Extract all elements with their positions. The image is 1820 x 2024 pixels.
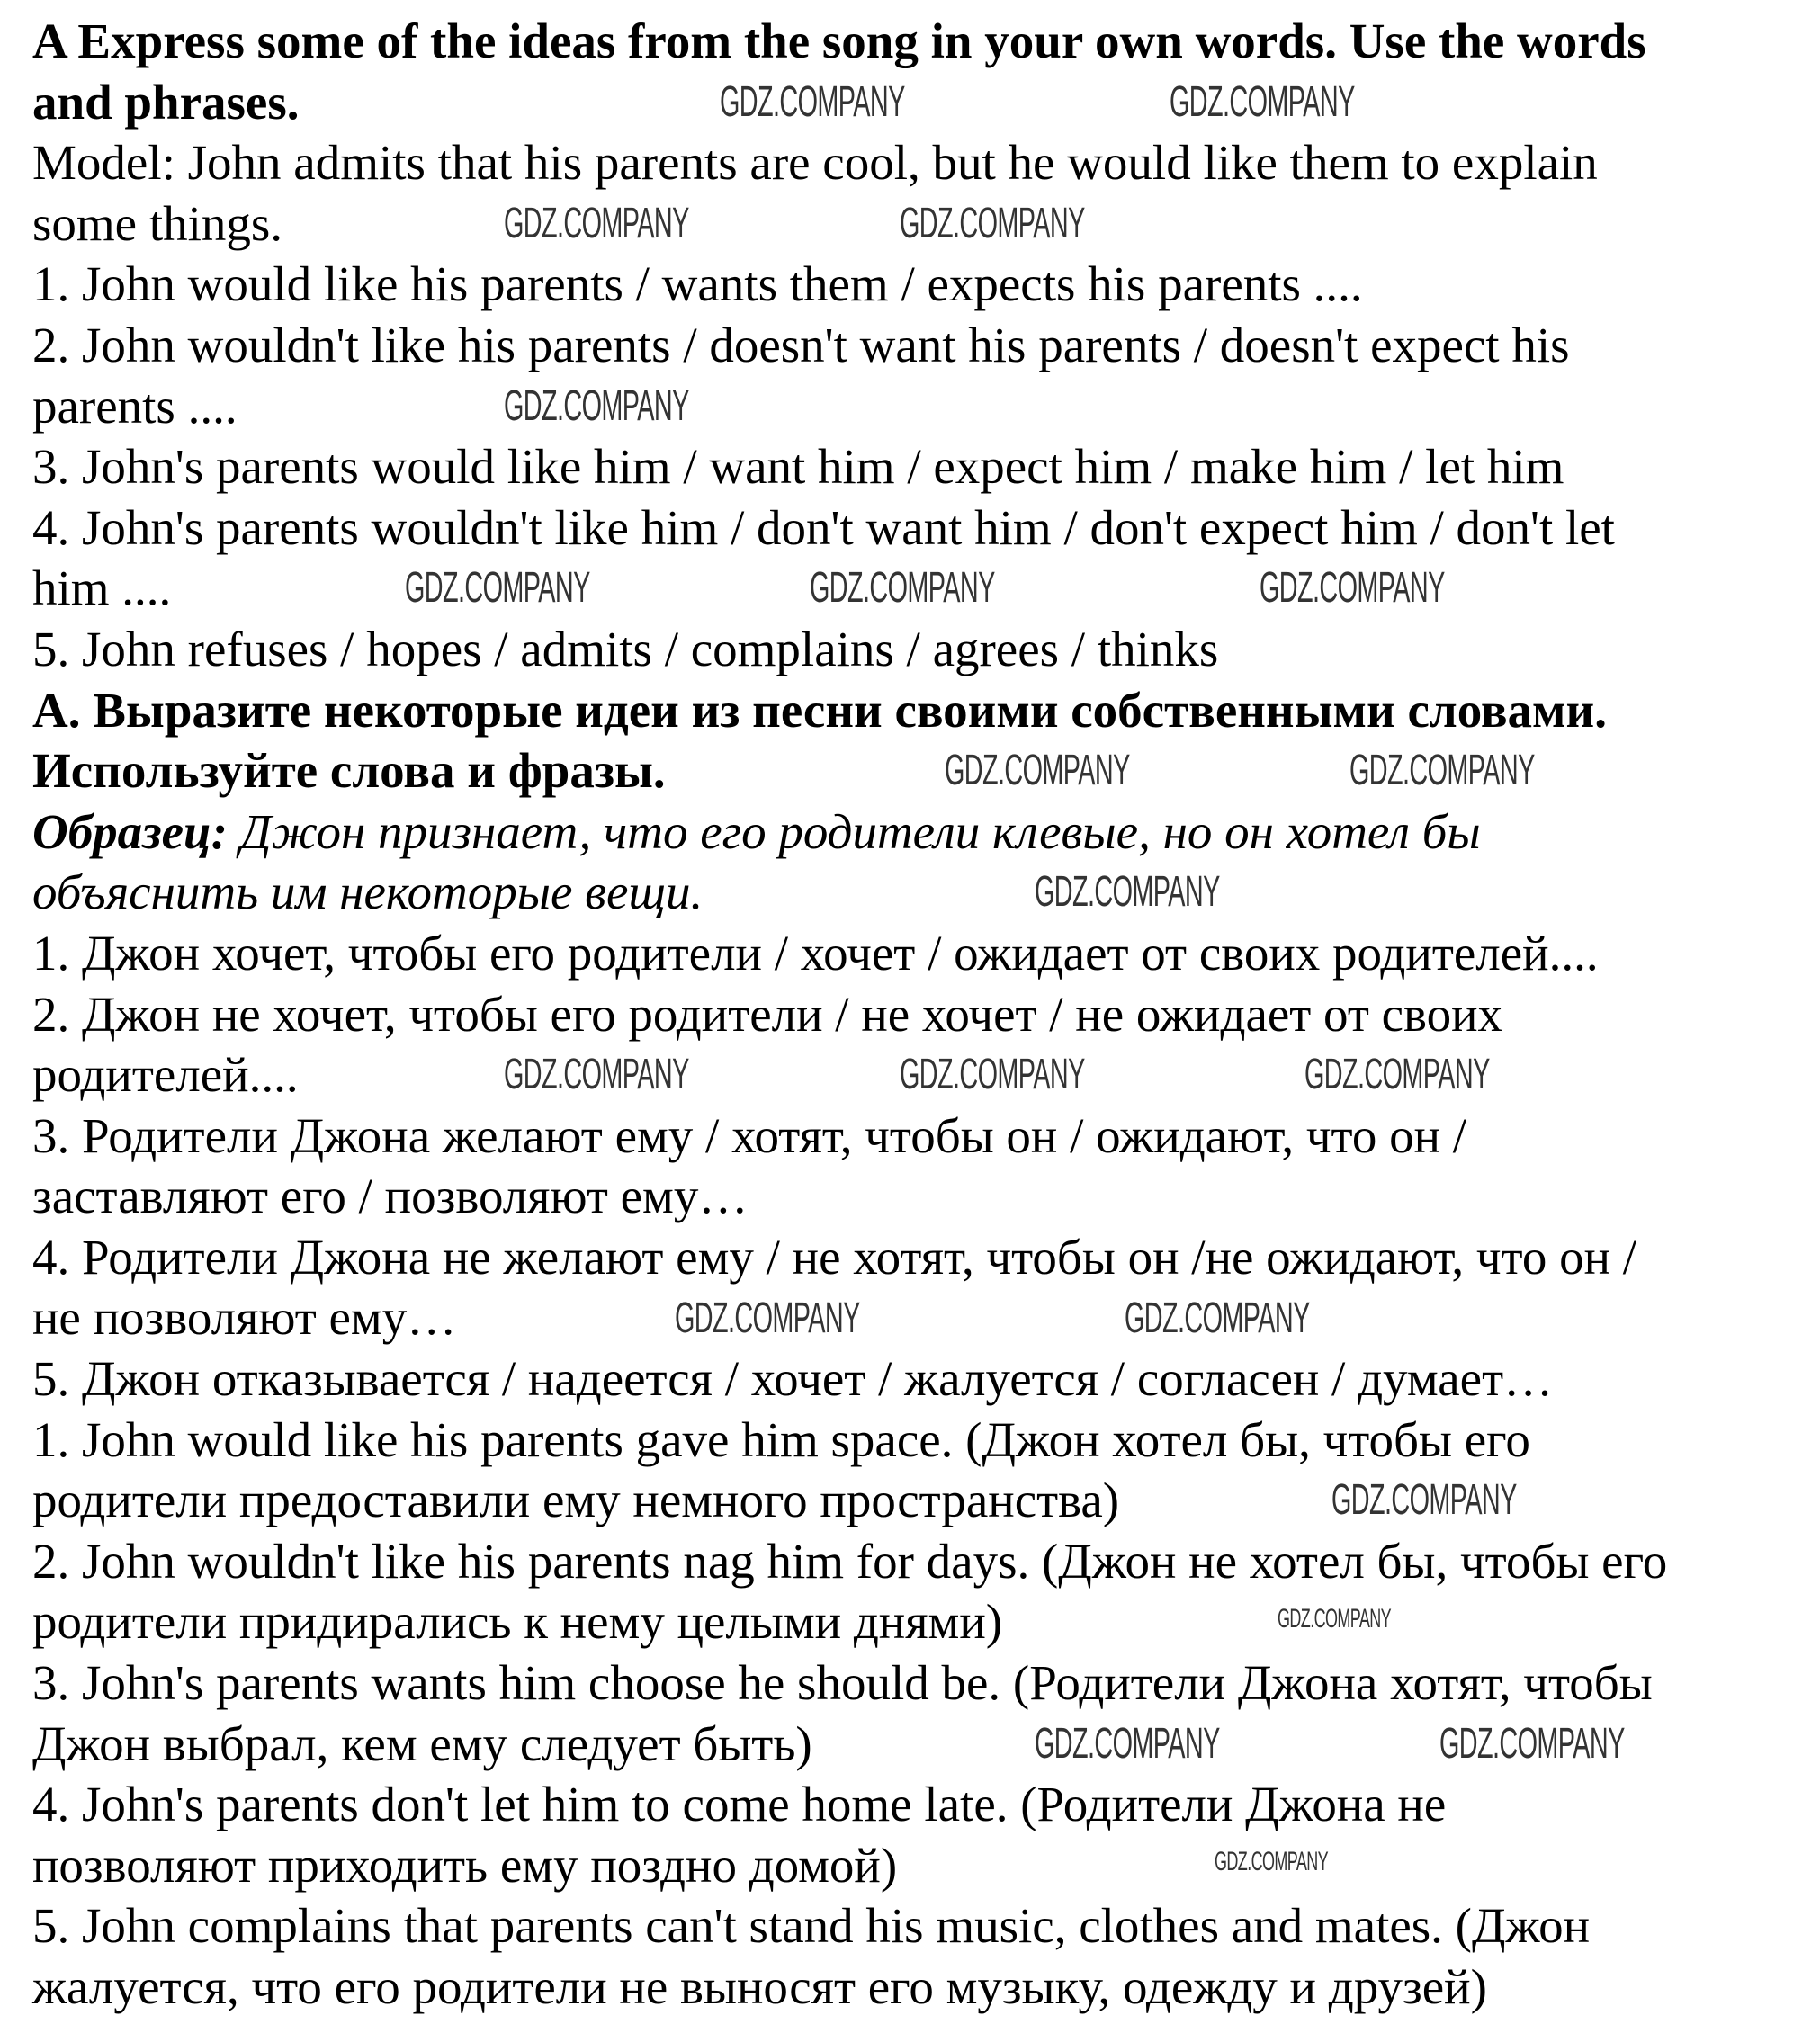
task-item-ru: не позволяют ему…: [32, 1290, 457, 1346]
answer-line: 4. John's parents don't let him to come home late. (Родители Джона не: [32, 1777, 1447, 1832]
task-item-ru: 2. Джон не хочет, чтобы его родители / не хочет / не ожидает от своих: [32, 986, 1503, 1042]
task-item-en: 4. John's parents wouldn't like him / don't want him / don't expect him / don't let: [32, 499, 1615, 555]
task-heading-ru: А. Выразите некоторые идеи из песни своими собственными словами.: [32, 682, 1607, 738]
watermark: GDZ.COMPANY: [504, 200, 689, 247]
task-item-ru: 5. Джон отказывается / надеется / хочет / жалуется / согласен / думает…: [32, 1351, 1554, 1407]
answer-line: 2. John wouldn't like his parents nag him for days. (Джон не хотел бы, чтобы его: [32, 1533, 1668, 1589]
watermark: GDZ.COMPANY: [1278, 1604, 1392, 1634]
model-label-ru: Образец:: [32, 803, 228, 859]
watermark: GDZ.COMPANY: [1035, 1720, 1220, 1768]
watermark: GDZ.COMPANY: [900, 200, 1085, 247]
watermark: GDZ.COMPANY: [1215, 1847, 1329, 1876]
task-item-en: 5. John refuses / hopes / admits / complains / agrees / thinks: [32, 621, 1219, 676]
watermark: GDZ.COMPANY: [945, 747, 1130, 794]
answer-line: родители придирались к нему целыми днями): [32, 1594, 1003, 1650]
answer-line: 3. John's parents wants him choose he should be. (Родители Джона хотят, чтобы: [32, 1655, 1653, 1711]
answer-line: позволяют приходить ему поздно домой): [32, 1837, 898, 1893]
model-text-en: Model: John admits that his parents are cool, but he would like them to explain: [32, 135, 1598, 191]
task-item-en: him ....: [32, 560, 172, 616]
model-text-ru-1: Джон признает, что его родители клевые, но он хотел бы: [227, 803, 1481, 859]
answer-line: родители предоставили ему немного пространства): [32, 1473, 1120, 1528]
task-item-en: parents ....: [32, 378, 238, 434]
task-heading-ru: Используйте слова и фразы.: [32, 743, 666, 799]
task-item-ru: заставляют его / позволяют ему…: [32, 1169, 749, 1224]
task-item-en: 1. John would like his parents / wants them / expects his parents ....: [32, 256, 1363, 312]
answer-line: жалуется, что его родители не выносят его музыку, одежду и друзей): [32, 1959, 1487, 2014]
task-item-ru: 1. Джон хочет, чтобы его родители / хочет / ожидает от своих родителей....: [32, 925, 1599, 981]
document-page: [32, 11, 1796, 2018]
watermark: GDZ.COMPANY: [1260, 564, 1445, 612]
answer-line: 5. John complains that parents can't stand his music, clothes and mates. (Джон: [32, 1898, 1591, 1954]
watermark: GDZ.COMPANY: [675, 1294, 860, 1342]
watermark: GDZ.COMPANY: [1439, 1720, 1625, 1768]
watermark: GDZ.COMPANY: [1304, 1051, 1490, 1098]
watermark: GDZ.COMPANY: [720, 78, 905, 126]
watermark: GDZ.COMPANY: [504, 382, 689, 430]
watermark: GDZ.COMPANY: [900, 1051, 1085, 1098]
task-item-ru: 3. Родители Джона желают ему / хотят, чтобы он / ожидают, что он /: [32, 1107, 1467, 1163]
watermark: GDZ.COMPANY: [504, 1051, 689, 1098]
model-text-ru: объяснить им некоторые вещи.: [32, 864, 704, 920]
watermark: GDZ.COMPANY: [1331, 1476, 1517, 1524]
watermark: GDZ.COMPANY: [810, 564, 995, 612]
watermark: GDZ.COMPANY: [405, 564, 590, 612]
model-text-en: some things.: [32, 195, 283, 251]
model-text-ru: [32, 802, 1796, 863]
watermark: GDZ.COMPANY: [1035, 868, 1220, 916]
task-heading-en: A Express some of the ideas from the song in your own words. Use the words: [32, 13, 1646, 68]
watermark: GDZ.COMPANY: [1349, 747, 1535, 794]
task-item-ru: 4. Родители Джона не желают ему / не хотят, чтобы он /не ожидают, что он /: [32, 1229, 1637, 1285]
watermark: GDZ.COMPANY: [1170, 78, 1355, 126]
answer-line: Джон выбрал, кем ему следует быть): [32, 1715, 812, 1771]
task-item-en: 3. John's parents would like him / want him / expect him / make him / let him: [32, 439, 1564, 495]
task-item-ru: родителей....: [32, 1047, 299, 1103]
watermark: GDZ.COMPANY: [1125, 1294, 1310, 1342]
task-heading-en: and phrases.: [32, 74, 300, 130]
task-item-en: 2. John wouldn't like his parents / doesn't want his parents / doesn't expect his: [32, 317, 1570, 372]
answer-line: 1. John would like his parents gave him space. (Джон хотел бы, чтобы его: [32, 1411, 1530, 1467]
